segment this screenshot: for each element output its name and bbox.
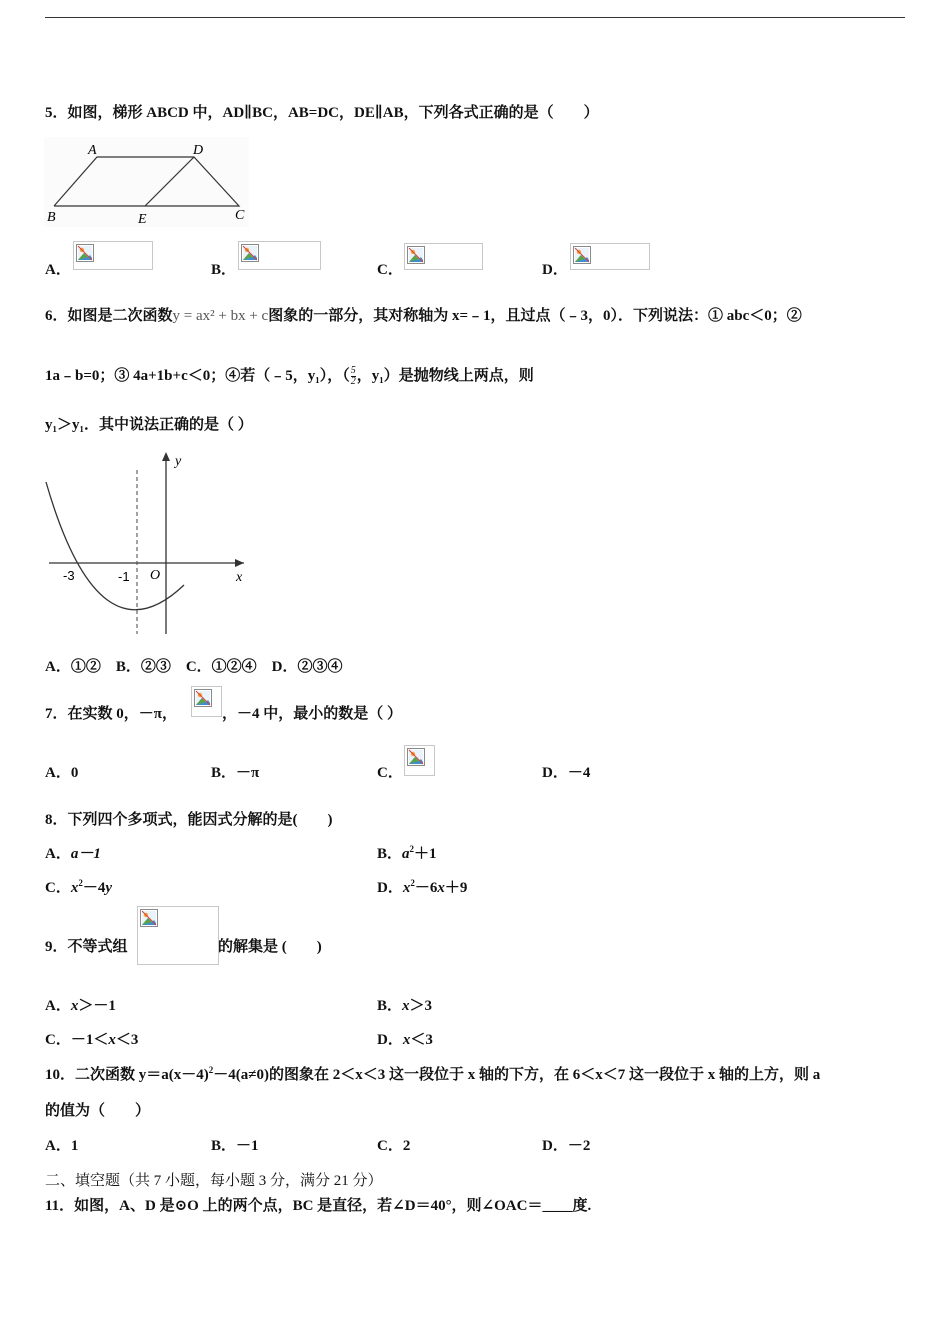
q9-option-a-var: x [70,998,79,1014]
q8-option-c-power: 2 [78,878,83,888]
question-11 [45,1194,591,1215]
q9-option-a-label: A． [45,998,71,1014]
q6-fraction-numerator: 5 [350,365,356,377]
broken-image-icon [140,909,158,927]
q9-prefix: 9．不等式组 [45,939,128,955]
graph-x-label: x [236,570,243,585]
q7-option-b: B．－π [211,765,260,781]
q8-option-b-var: a [402,846,410,862]
graph-y-label: y [175,454,182,469]
q10-line1-part-b: －4(a≠0)的图象在 2＜x＜3 这一段位于 x 轴的下方，在 6＜x＜7 这一段位于 x 轴的上方，则 a [213,1067,821,1083]
q7-option-a: A．0 [45,765,79,781]
q9-option-d [377,1028,433,1049]
broken-image-icon [407,748,425,766]
q9-option-c-rest: ＜3 [115,1032,139,1048]
q9-option-d-var: x [402,1032,411,1048]
q8-option-a-expr: a－1 [70,846,101,862]
q7-option-c-label: C． [377,765,403,781]
q8-option-a-label: A． [45,846,71,862]
q8-option-b [377,842,437,863]
q9-option-d-label: D． [377,1032,403,1048]
q6-formula: y = ax² + bx + c [172,308,269,324]
q8-option-d-label: D． [377,880,403,896]
question-6-line-1 [45,304,802,325]
q11-suffix: 度. [572,1198,592,1214]
q9-inequality-image [137,906,219,965]
q10-option-c: C．2 [377,1138,411,1154]
broken-image-icon [241,244,259,262]
q10-option-a: A．1 [45,1138,79,1154]
q5-option-d-label: D． [542,262,568,278]
q8-option-c-rest: －4 [82,880,106,896]
q8-option-c-var: x [70,880,79,896]
question-5-text: 5．如图，梯形 ABCD 中，AD∥BC，AB=DC，DE∥AB，下列各式正确的是（ ） [45,105,599,121]
q8-option-c-var2: y [105,880,113,896]
broken-image-icon [573,246,591,264]
q5-option-b-label: B． [211,262,237,278]
q10-option-b: B．－1 [211,1138,259,1154]
q6-line2-part-a: 1a﹣b=0；③ 4a+1b+c＜0；④若（﹣5，y₁），（ [45,368,350,384]
q6-suffix: 图象的一部分，其对称轴为 x=﹣1，且过点（﹣3，0）．下列说法：① abc＜0；② [268,308,802,324]
q11-prefix: 11．如图，A、D 是⊙O 上的两个点，BC 是直径，若∠D＝40°，则∠OAC＝ [45,1198,543,1214]
q8-option-a [45,842,101,863]
q8-option-b-rest: ＋1 [414,846,437,862]
header-rule [45,17,905,18]
q8-option-c-label: C． [45,880,71,896]
q8-option-c [45,876,112,897]
figure-label-a: A [88,143,97,158]
q8-option-d-var: x [402,880,411,896]
q5-option-a-image [73,241,153,270]
q6-line2-part-b: ，y₁）是抛物线上两点，则 [356,368,534,384]
q8-option-d [377,876,467,897]
graph-tick-neg3: -3 [63,568,75,583]
q9-option-b-rest: ＞3 [409,998,433,1014]
q7-option-d: D．－4 [542,765,591,781]
q10-power: 2 [208,1065,214,1075]
q8-option-b-label: B． [377,846,403,862]
question-6-line-3: y₁＞y₁．其中说法正确的是（ ） [45,417,253,433]
question-8-text: 8．下列四个多项式，能因式分解的是( ) [45,812,333,828]
q9-option-a-rest: ＞－1 [78,998,116,1014]
figure-label-c: C [235,208,245,223]
question-10-line-2: 的值为（ ） [45,1103,151,1119]
q7-inline-image [191,686,222,717]
q10-line1-part-a: 10．二次函数 y＝a(x－4) [45,1067,209,1083]
q8-option-d-rest: －6 [414,880,438,896]
graph-origin-label: O [150,568,161,583]
trapezoid-figure [44,137,254,229]
question-6-line-2 [45,364,534,387]
q9-option-b-var: x [402,998,410,1014]
q6-fraction-denominator: 2 [350,376,356,388]
q6-fraction [351,366,356,387]
graph-tick-neg1: -1 [118,569,130,584]
q6-choices: A．①② B．②③ C．①②④ D．②③④ [45,659,343,675]
q9-suffix: 的解集是 ( ) [218,939,322,955]
q9-option-c [45,1028,138,1049]
parabola-graph [44,448,254,640]
q11-answer-blank: ____ [542,1198,573,1214]
broken-image-icon [194,689,212,707]
question-10-line-1 [45,1063,820,1084]
q9-option-c-label: C． [45,1032,71,1048]
figure-label-e: E [138,212,147,227]
q5-option-d-image [570,243,650,270]
section-2-heading: 二、填空题（共 7 小题，每小题 3 分，满分 21 分） [45,1173,383,1189]
q5-option-c-label: C． [377,262,403,278]
figure-label-b: B [47,210,56,225]
figure-label-d: D [193,143,204,158]
q5-option-a-label: A． [45,262,71,278]
q10-option-d: D．－2 [542,1138,591,1154]
q9-option-c-var: x [108,1032,116,1048]
q9-option-a [45,994,116,1015]
q5-option-c-image [404,243,483,270]
q6-prefix: 6．如图是二次函数 [45,308,173,324]
q9-option-c-pre: －1＜ [70,1032,109,1048]
q8-option-d-power: 2 [410,878,415,888]
broken-image-icon [76,244,94,262]
q5-option-b-image [238,241,321,270]
q9-option-d-rest: ＜3 [410,1032,433,1048]
q8-option-d-rest2: ＋9 [444,880,468,896]
broken-image-icon [407,246,425,264]
q7-option-c-image [404,745,435,776]
q7-prefix: 7．在实数 0，－π， [45,706,177,722]
q9-option-b-label: B． [377,998,403,1014]
q7-suffix: ，－4 中，最小的数是（ ） [222,706,403,722]
q8-option-b-power: 2 [409,844,415,854]
q9-option-b [377,994,432,1015]
q8-option-d-var2: x [437,880,445,896]
